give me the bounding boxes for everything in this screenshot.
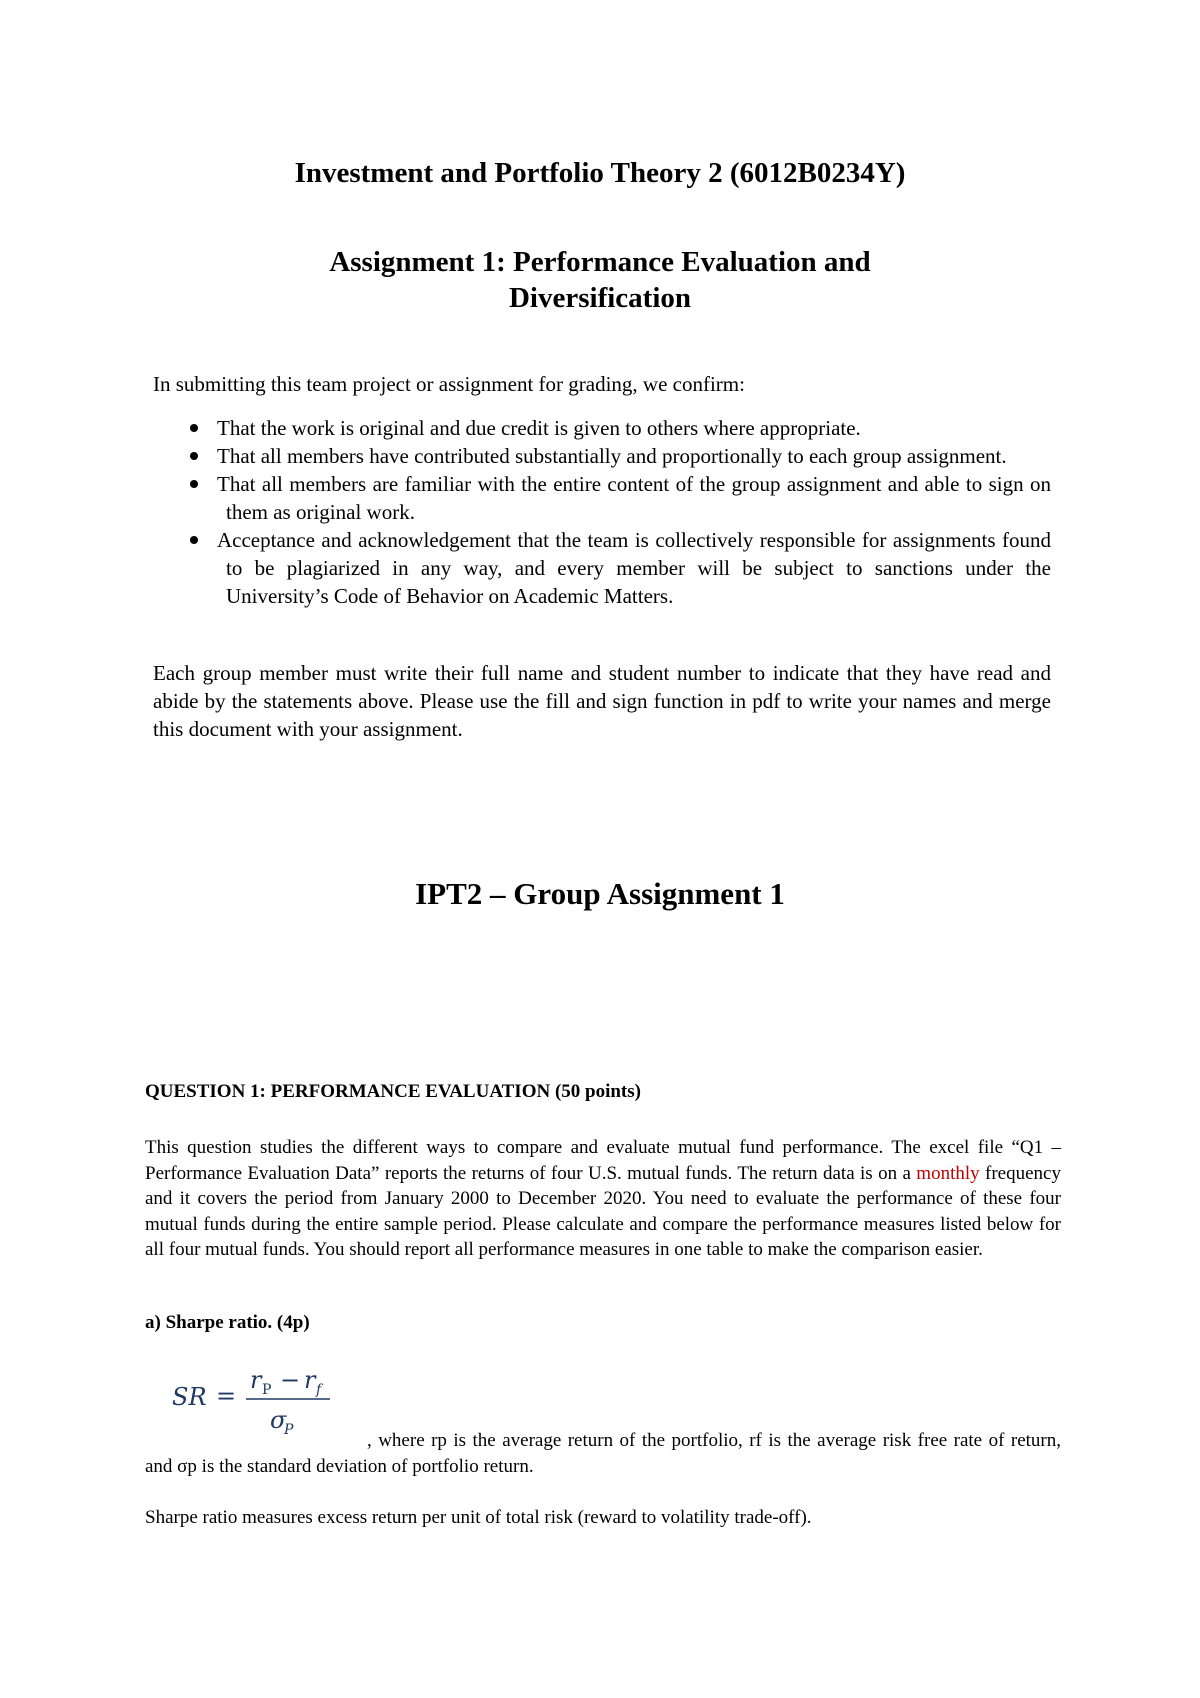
course-title: Investment and Portfolio Theory 2 (6012B0234Y) [294,157,906,189]
formula-rp: r [250,1366,262,1394]
confirmation-item: That all members are familiar with the entire content of the group assignment and able to sign on them as original work. [153,470,1051,526]
sharpe-ratio-formula [170,1358,340,1438]
confirmation-list [153,414,1051,610]
statement-paragraph: Each group member must write their full name and student number to indicate that they have read and abide by the statements above. Please use the fill and sign function in pdf to write your names and merge this document with your assignment. [153,661,1051,741]
assignment-title-line1: Assignment 1: Performance Evaluation and [329,246,871,278]
confirmation-intro: In submitting this team project or assignment for grading, we confirm: [153,372,745,396]
assignment-title [0,244,1200,316]
question1-paragraph: This question studies the different ways to compare and evaluate mutual fund performance. The excel file “Q1 – Performance Evaluation Data” reports the returns of four U.S. mutual funds. The return data is on a monthly frequency and it covers the period from January 2000 to December 2020. You need to evaluate the performance of these four mutual funds during the entire sample period. Please calculate and compare the performance measures listed below for all four mutual funds. You should report all performance measures in one table to make the comparison easier. [145,1137,1061,1260]
formula-lhs: SR [172,1383,207,1411]
formula-minus: − [280,1366,301,1394]
confirmation-item: That the work is original and due credit is given to others where appropriate. [153,414,1051,442]
formula-description: , where rp is the average return of the portfolio, rf is the average risk free rate of return, and σp is the standard deviation of portfolio return. [145,1430,1061,1477]
monthly-highlight: monthly [916,1162,980,1184]
formula-rf: r [304,1366,316,1394]
confirmation-item: That all members have contributed substantially and proportionally to each group assignment. [153,442,1051,470]
question1-heading: QUESTION 1: PERFORMANCE EVALUATION (50 points) [145,1081,641,1102]
sharpe-ratio-note: Sharpe ratio measures excess return per unit of total risk (reward to volatility trade-off). [145,1507,812,1528]
assignment-title-line2: Diversification [508,282,691,314]
formula-operator: = [216,1382,237,1410]
formula-rf-sub: f [316,1382,322,1398]
formula-rp-sub: P [262,1382,272,1398]
formula-sigma-sub: P [284,1422,294,1438]
formula-sigma: σ [270,1406,287,1434]
confirmation-item: Acceptance and acknowledgement that the team is collectively responsible for assignments found to be plagiarized in any way, and every member will be subject to sanctions under the University’s Code of Behavior on Academic Matters. [153,526,1051,610]
sharpe-ratio-heading: a) Sharpe ratio. (4p) [145,1312,310,1333]
group-assignment-title: IPT2 – Group Assignment 1 [415,876,785,911]
